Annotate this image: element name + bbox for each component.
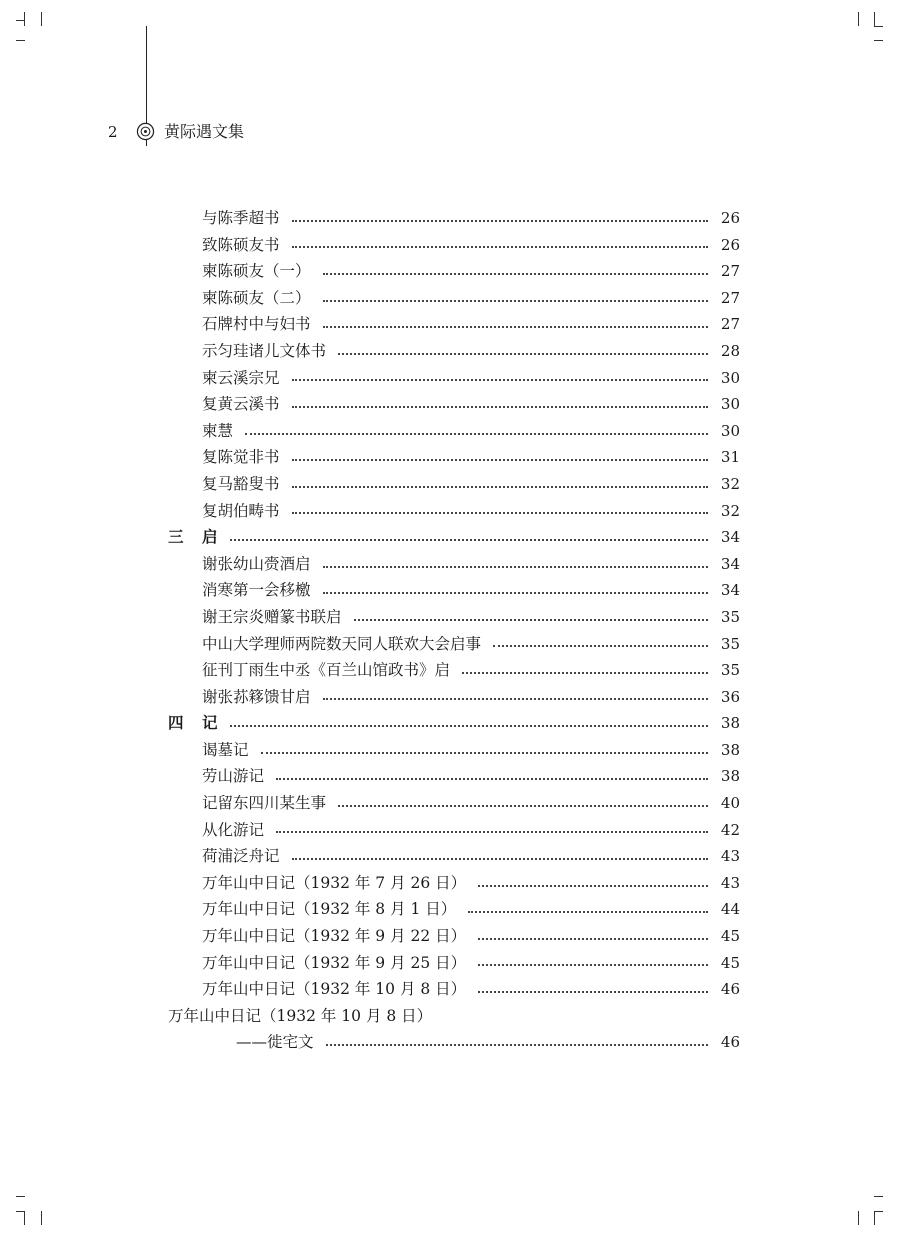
toc-page-number: 43 <box>720 847 740 866</box>
toc-row <box>168 311 740 338</box>
crop-mark <box>41 12 42 26</box>
crop-mark <box>874 26 883 27</box>
toc-row <box>168 950 740 977</box>
toc-row <box>168 338 740 365</box>
toc-page-number: 34 <box>720 554 740 573</box>
toc-title: 荷浦泛舟记 <box>202 847 280 866</box>
toc-page-number: 46 <box>720 980 740 999</box>
toc-title: 万年山中日记（1932 年 9 月 22 日） <box>202 927 467 946</box>
crop-mark <box>24 12 25 26</box>
crop-mark <box>874 12 875 26</box>
toc-row <box>168 577 740 604</box>
crop-mark <box>16 1196 25 1197</box>
toc-title: 万年山中日记（1932 年 7 月 26 日） <box>202 873 467 892</box>
toc-title: 谢王宗炎赠篆书联启 <box>202 607 342 626</box>
toc-page-number: 43 <box>720 873 740 892</box>
dot-leader <box>230 538 708 541</box>
toc-title: 万年山中日记（1932 年 10 月 8 日） <box>202 980 467 999</box>
toc-row <box>168 498 740 525</box>
toc-page-number: 38 <box>720 714 740 733</box>
toc-title: 与陈季超书 <box>202 209 280 227</box>
dot-leader <box>245 432 708 435</box>
dot-leader <box>323 299 708 302</box>
toc-page-number: 44 <box>720 900 740 919</box>
dot-leader <box>292 458 708 461</box>
toc-row <box>168 896 740 923</box>
crop-mark <box>858 1211 859 1225</box>
toc-row <box>168 684 740 711</box>
toc-title: 柬云溪宗兄 <box>202 368 280 387</box>
toc-page-number: 38 <box>720 740 740 759</box>
toc-title: 万年山中日记（1932 年 8 月 1 日） <box>202 900 457 919</box>
toc-page-number: 28 <box>720 341 740 360</box>
toc-row <box>168 418 740 445</box>
crop-mark <box>874 1211 875 1225</box>
dot-leader <box>478 937 708 940</box>
toc-row <box>168 391 740 418</box>
dot-leader <box>323 272 708 275</box>
toc-title: 记留东四川某生事 <box>202 794 327 813</box>
toc-row <box>168 657 740 684</box>
toc-title: 示匀珪诸儿文体书 <box>202 341 327 360</box>
toc-page-number: 27 <box>720 288 740 307</box>
dot-leader <box>478 884 708 887</box>
toc-section-row <box>168 710 740 737</box>
toc-row <box>168 1029 740 1056</box>
toc-page-number: 38 <box>720 767 740 786</box>
toc-title: ——徙宅文 <box>236 1033 314 1052</box>
section-number: 四 <box>168 713 184 733</box>
toc-page-number: 30 <box>720 395 740 414</box>
toc-page-number: 35 <box>720 634 740 653</box>
dot-leader <box>326 1043 708 1046</box>
toc-page-number: 40 <box>720 794 740 813</box>
dot-leader <box>292 219 708 222</box>
dot-leader <box>354 618 708 621</box>
crop-mark <box>24 1211 25 1225</box>
toc-title: 万年山中日记（1932 年 9 月 25 日） <box>202 953 467 972</box>
toc-page-number: 35 <box>720 607 740 626</box>
toc-row <box>168 763 740 790</box>
toc-row <box>168 604 740 631</box>
table-of-contents <box>168 205 740 1056</box>
toc-title: 中山大学理师两院数天同人联欢大会启事 <box>202 634 482 653</box>
toc-page-number: 45 <box>720 953 740 972</box>
toc-row <box>168 444 740 471</box>
dot-leader <box>292 378 708 381</box>
toc-page-number: 34 <box>720 581 740 600</box>
dot-leader <box>338 352 708 355</box>
dot-leader <box>493 644 708 647</box>
toc-title: 万年山中日记（1932 年 10 月 8 日） <box>168 1006 433 1025</box>
toc-row <box>168 232 740 259</box>
crop-mark <box>16 40 25 41</box>
toc-row <box>168 976 740 1003</box>
running-header <box>108 120 245 144</box>
toc-row <box>168 551 740 578</box>
crop-mark <box>874 1196 883 1197</box>
dot-leader <box>478 963 708 966</box>
dot-leader <box>276 830 708 833</box>
dot-leader <box>468 910 708 913</box>
toc-title: 致陈硕友书 <box>202 235 280 254</box>
toc-title: 征刊丁雨生中丞《百兰山馆政书》启 <box>202 661 451 680</box>
toc-page-number: 30 <box>720 368 740 387</box>
toc-row <box>168 471 740 498</box>
ornament-icon <box>136 122 155 141</box>
dot-leader <box>292 405 708 408</box>
toc-page-number: 45 <box>720 927 740 946</box>
dot-leader <box>323 325 708 328</box>
dot-leader <box>292 245 708 248</box>
toc-row <box>168 365 740 392</box>
toc-page-number: 30 <box>720 421 740 440</box>
crop-mark <box>874 40 883 41</box>
dot-leader <box>338 804 708 807</box>
crop-mark <box>41 1211 42 1225</box>
toc-row <box>168 870 740 897</box>
toc-row <box>168 258 740 285</box>
toc-title: 柬陈硕友（二） <box>202 288 311 307</box>
toc-page-number: 34 <box>720 528 740 547</box>
crop-mark <box>874 1211 883 1212</box>
toc-title: 从化游记 <box>202 820 265 839</box>
toc-row <box>168 737 740 764</box>
dot-leader <box>323 697 708 700</box>
toc-title: 复马豁叟书 <box>202 474 280 493</box>
toc-row <box>168 790 740 817</box>
dot-leader <box>292 857 708 860</box>
toc-title: 消寒第一会移檄 <box>202 581 311 600</box>
toc-page-number: 36 <box>720 687 740 706</box>
toc-page-number: 32 <box>720 474 740 493</box>
toc-page-number: 26 <box>720 235 740 254</box>
page-number: 2 <box>108 123 118 141</box>
dot-leader <box>462 671 708 674</box>
toc-row <box>168 285 740 312</box>
toc-title: 石牌村中与妇书 <box>202 315 311 334</box>
toc-section-row <box>168 524 740 551</box>
toc-row <box>168 631 740 658</box>
dot-leader <box>478 990 708 993</box>
dot-leader <box>323 591 708 594</box>
toc-page-number: 42 <box>720 820 740 839</box>
crop-mark <box>16 1211 25 1212</box>
toc-title: 复陈觉非书 <box>202 448 280 467</box>
toc-row <box>168 205 740 232</box>
toc-title: 谢张幼山赍酒启 <box>202 554 311 573</box>
toc-row <box>168 817 740 844</box>
toc-title: 劳山游记 <box>202 767 265 786</box>
toc-page-number: 35 <box>720 661 740 680</box>
toc-title: 谢张荪簃馈甘启 <box>202 687 311 706</box>
toc-page-number: 46 <box>720 1033 740 1052</box>
crop-mark <box>858 12 859 26</box>
toc-title: 复胡伯畴书 <box>202 501 280 520</box>
dot-leader <box>292 485 708 488</box>
toc-page-number: 27 <box>720 262 740 281</box>
dot-leader <box>261 751 708 754</box>
toc-page-number: 32 <box>720 501 740 520</box>
dot-leader <box>230 724 708 727</box>
section-number: 三 <box>168 527 184 547</box>
toc-page-number: 27 <box>720 315 740 334</box>
toc-page-number: 26 <box>720 209 740 227</box>
dot-leader <box>323 565 708 568</box>
toc-title: 柬慧 <box>202 421 234 440</box>
toc-title: 谒墓记 <box>202 740 249 759</box>
toc-page-number: 31 <box>720 448 740 467</box>
toc-title: 复黄云溪书 <box>202 395 280 414</box>
toc-row <box>168 1003 740 1030</box>
dot-leader <box>276 777 708 780</box>
book-title: 黄际遇文集 <box>164 122 245 141</box>
toc-title: 记 <box>202 713 218 733</box>
dot-leader <box>292 511 708 514</box>
toc-row <box>168 843 740 870</box>
toc-title: 启 <box>202 527 218 547</box>
toc-title: 柬陈硕友（一） <box>202 262 311 281</box>
toc-row <box>168 923 740 950</box>
